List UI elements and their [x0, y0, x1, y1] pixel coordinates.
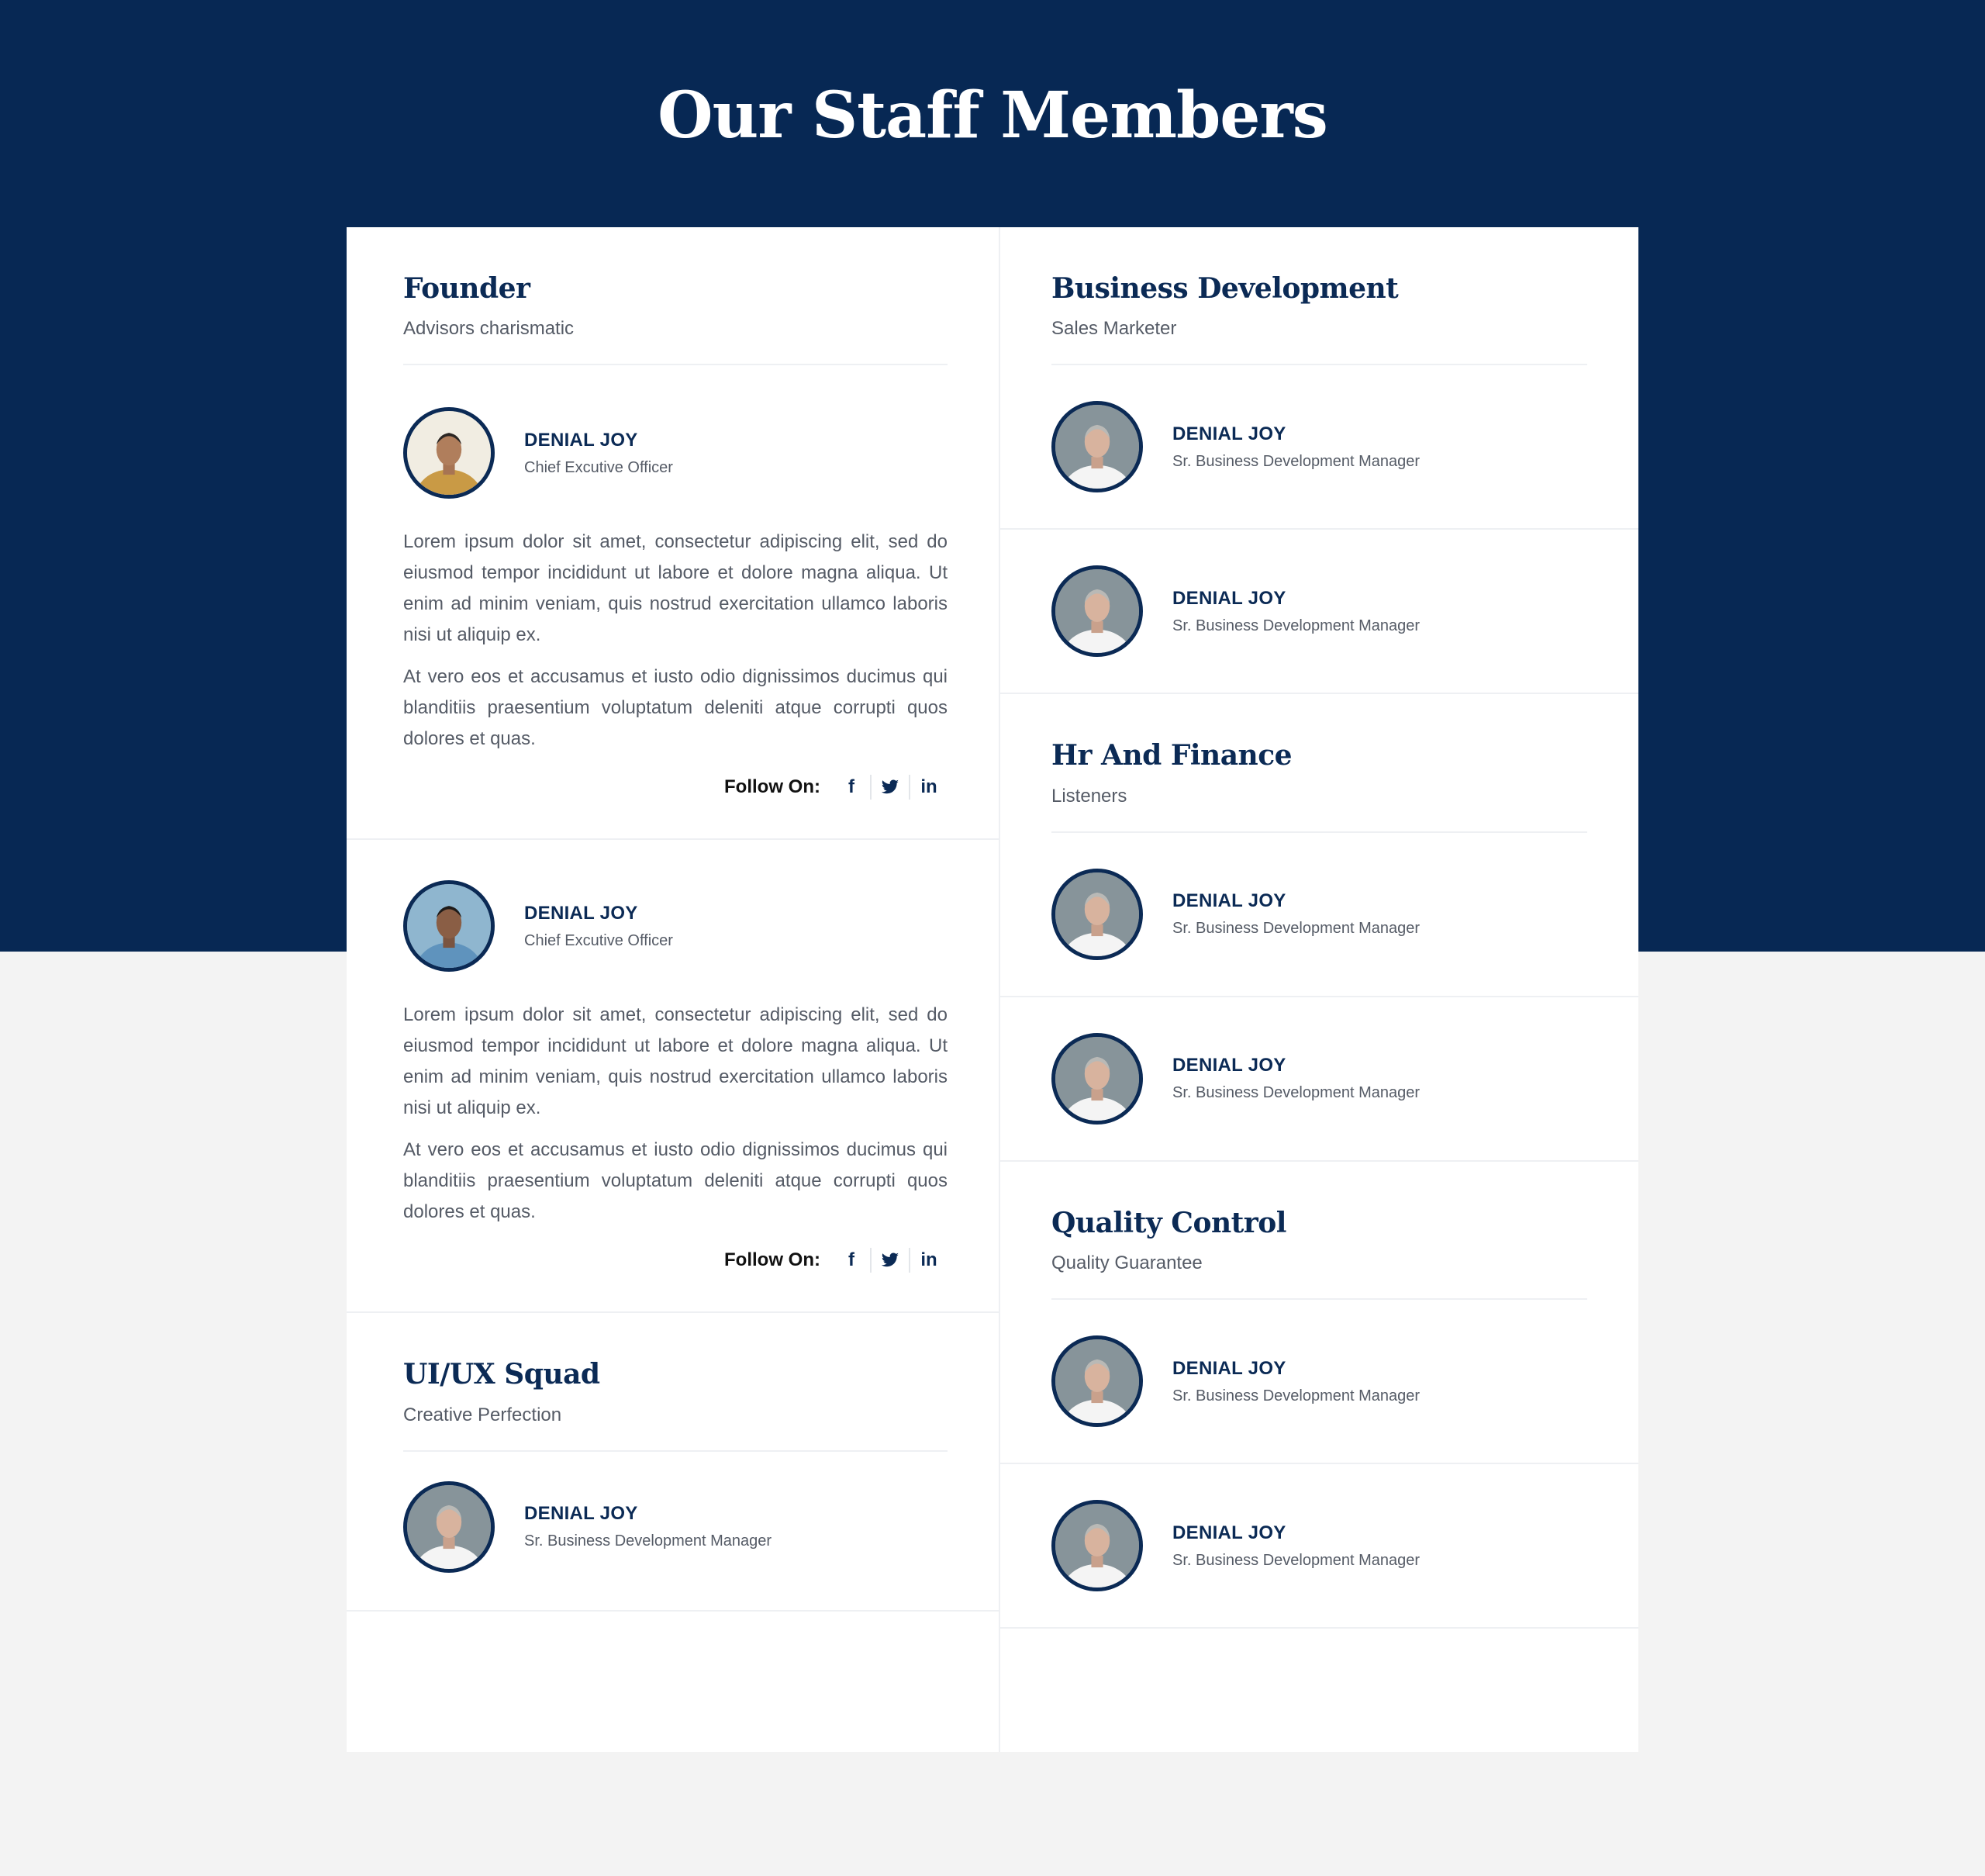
section-subtitle: Advisors charismatic [403, 318, 575, 340]
member-name: DENIAL JOY [1172, 423, 1286, 444]
section-hr-finance [1000, 694, 1638, 832]
member-name: DENIAL JOY [524, 902, 638, 924]
person-photo-icon [1055, 569, 1139, 653]
member-card [347, 840, 999, 1313]
linkedin-icon[interactable]: in [909, 1248, 948, 1273]
section-title: Quality Control [1051, 1206, 1286, 1239]
follow-label: Follow On: [724, 1249, 820, 1271]
member-bio [403, 1000, 948, 1228]
person-photo-icon [1055, 1504, 1139, 1588]
bio-paragraph: At vero eos et accusamus et iusto odio dignissimos ducimus qui blanditiis praesentium voluptatum deleniti atque corrupti quos dolores et quas. [403, 1139, 948, 1223]
section-title: UI/UX Squad [403, 1358, 600, 1391]
section-subtitle: Sales Marketer [1051, 318, 1177, 340]
person-photo-icon [1055, 1037, 1139, 1121]
section-founder [347, 227, 999, 365]
avatar[interactable] [1051, 1335, 1143, 1427]
member-name: DENIAL JOY [524, 429, 638, 451]
member-role: Sr. Business Development Manager [1172, 920, 1421, 938]
member-card [1000, 997, 1638, 1162]
avatar[interactable] [1051, 565, 1143, 657]
member-name: DENIAL JOY [1172, 1055, 1286, 1076]
follow-row [403, 1248, 948, 1273]
person-photo-icon [407, 1485, 491, 1569]
member-card [347, 365, 999, 840]
member-role: Sr. Business Development Manager [1172, 1387, 1421, 1404]
person-photo-icon [407, 411, 491, 495]
member-role: Chief Excutive Officer [524, 931, 673, 949]
section-subtitle: Quality Guarantee [1051, 1252, 1203, 1273]
section-title: Business Development [1051, 272, 1399, 305]
member-card [1000, 1300, 1638, 1464]
facebook-icon[interactable]: f [848, 776, 854, 798]
member-role: Chief Excutive Officer [524, 458, 673, 476]
member-name: DENIAL JOY [1172, 890, 1286, 912]
member-role: Sr. Business Development Manager [524, 1532, 772, 1550]
member-bio [403, 527, 948, 755]
person-photo-icon [1055, 1339, 1139, 1423]
linkedin-icon[interactable]: in [909, 775, 948, 800]
member-role: Sr. Business Development Manager [1172, 1084, 1421, 1102]
section-business-development [1000, 227, 1638, 365]
twitter-icon[interactable] [870, 775, 909, 800]
avatar[interactable] [1051, 1033, 1143, 1125]
bio-paragraph: At vero eos et accusamus et iusto odio dignissimos ducimus qui blanditiis praesentium voluptatum deleniti atque corrupti quos dolores et quas. [403, 666, 948, 750]
member-card [1000, 530, 1638, 694]
section-title: Hr And Finance [1051, 739, 1293, 772]
section-quality-control [1000, 1162, 1638, 1300]
avatar[interactable] [1051, 869, 1143, 960]
follow-label: Follow On: [724, 776, 820, 798]
avatar[interactable] [403, 1481, 495, 1573]
right-column [1000, 227, 1638, 1629]
member-role: Sr. Business Development Manager [1172, 617, 1421, 634]
twitter-icon[interactable] [870, 1248, 909, 1273]
section-uiux [347, 1313, 999, 1451]
avatar[interactable] [1051, 401, 1143, 492]
member-name: DENIAL JOY [1172, 1522, 1286, 1543]
bio-paragraph: Lorem ipsum dolor sit amet, consectetur adipiscing elit, sed do eiusmod tempor incididunt ut labore et dolore magna aliqua. Ut enim ad minim veniam, quis nostrud exercitation ullamco laboris nisi ut aliquip ex. [403, 531, 948, 646]
member-role: Sr. Business Development Manager [1172, 1551, 1421, 1569]
avatar[interactable] [1051, 1500, 1143, 1591]
section-subtitle: Creative Perfection [403, 1404, 562, 1425]
avatar[interactable] [403, 880, 495, 972]
member-card [1000, 833, 1638, 997]
staff-card [347, 227, 1638, 1752]
follow-row [403, 775, 948, 800]
avatar[interactable] [403, 407, 495, 499]
member-card [1000, 365, 1638, 530]
section-subtitle: Listeners [1051, 785, 1127, 807]
person-photo-icon [1055, 872, 1139, 956]
facebook-icon[interactable]: f [848, 1249, 854, 1271]
member-name: DENIAL JOY [1172, 587, 1286, 609]
person-photo-icon [1055, 405, 1139, 489]
section-title: Founder [403, 272, 530, 305]
member-name: DENIAL JOY [1172, 1357, 1286, 1379]
left-column [347, 227, 1000, 1752]
person-photo-icon [407, 884, 491, 968]
bio-paragraph: Lorem ipsum dolor sit amet, consectetur adipiscing elit, sed do eiusmod tempor incididunt ut labore et dolore magna aliqua. Ut enim ad minim veniam, quis nostrud exercitation ullamco laboris nisi ut aliquip ex. [403, 1004, 948, 1119]
member-card [347, 1452, 999, 1612]
member-name: DENIAL JOY [524, 1503, 638, 1525]
member-role: Sr. Business Development Manager [1172, 452, 1421, 470]
page-title: Our Staff Members [658, 78, 1327, 153]
member-card [1000, 1464, 1638, 1629]
